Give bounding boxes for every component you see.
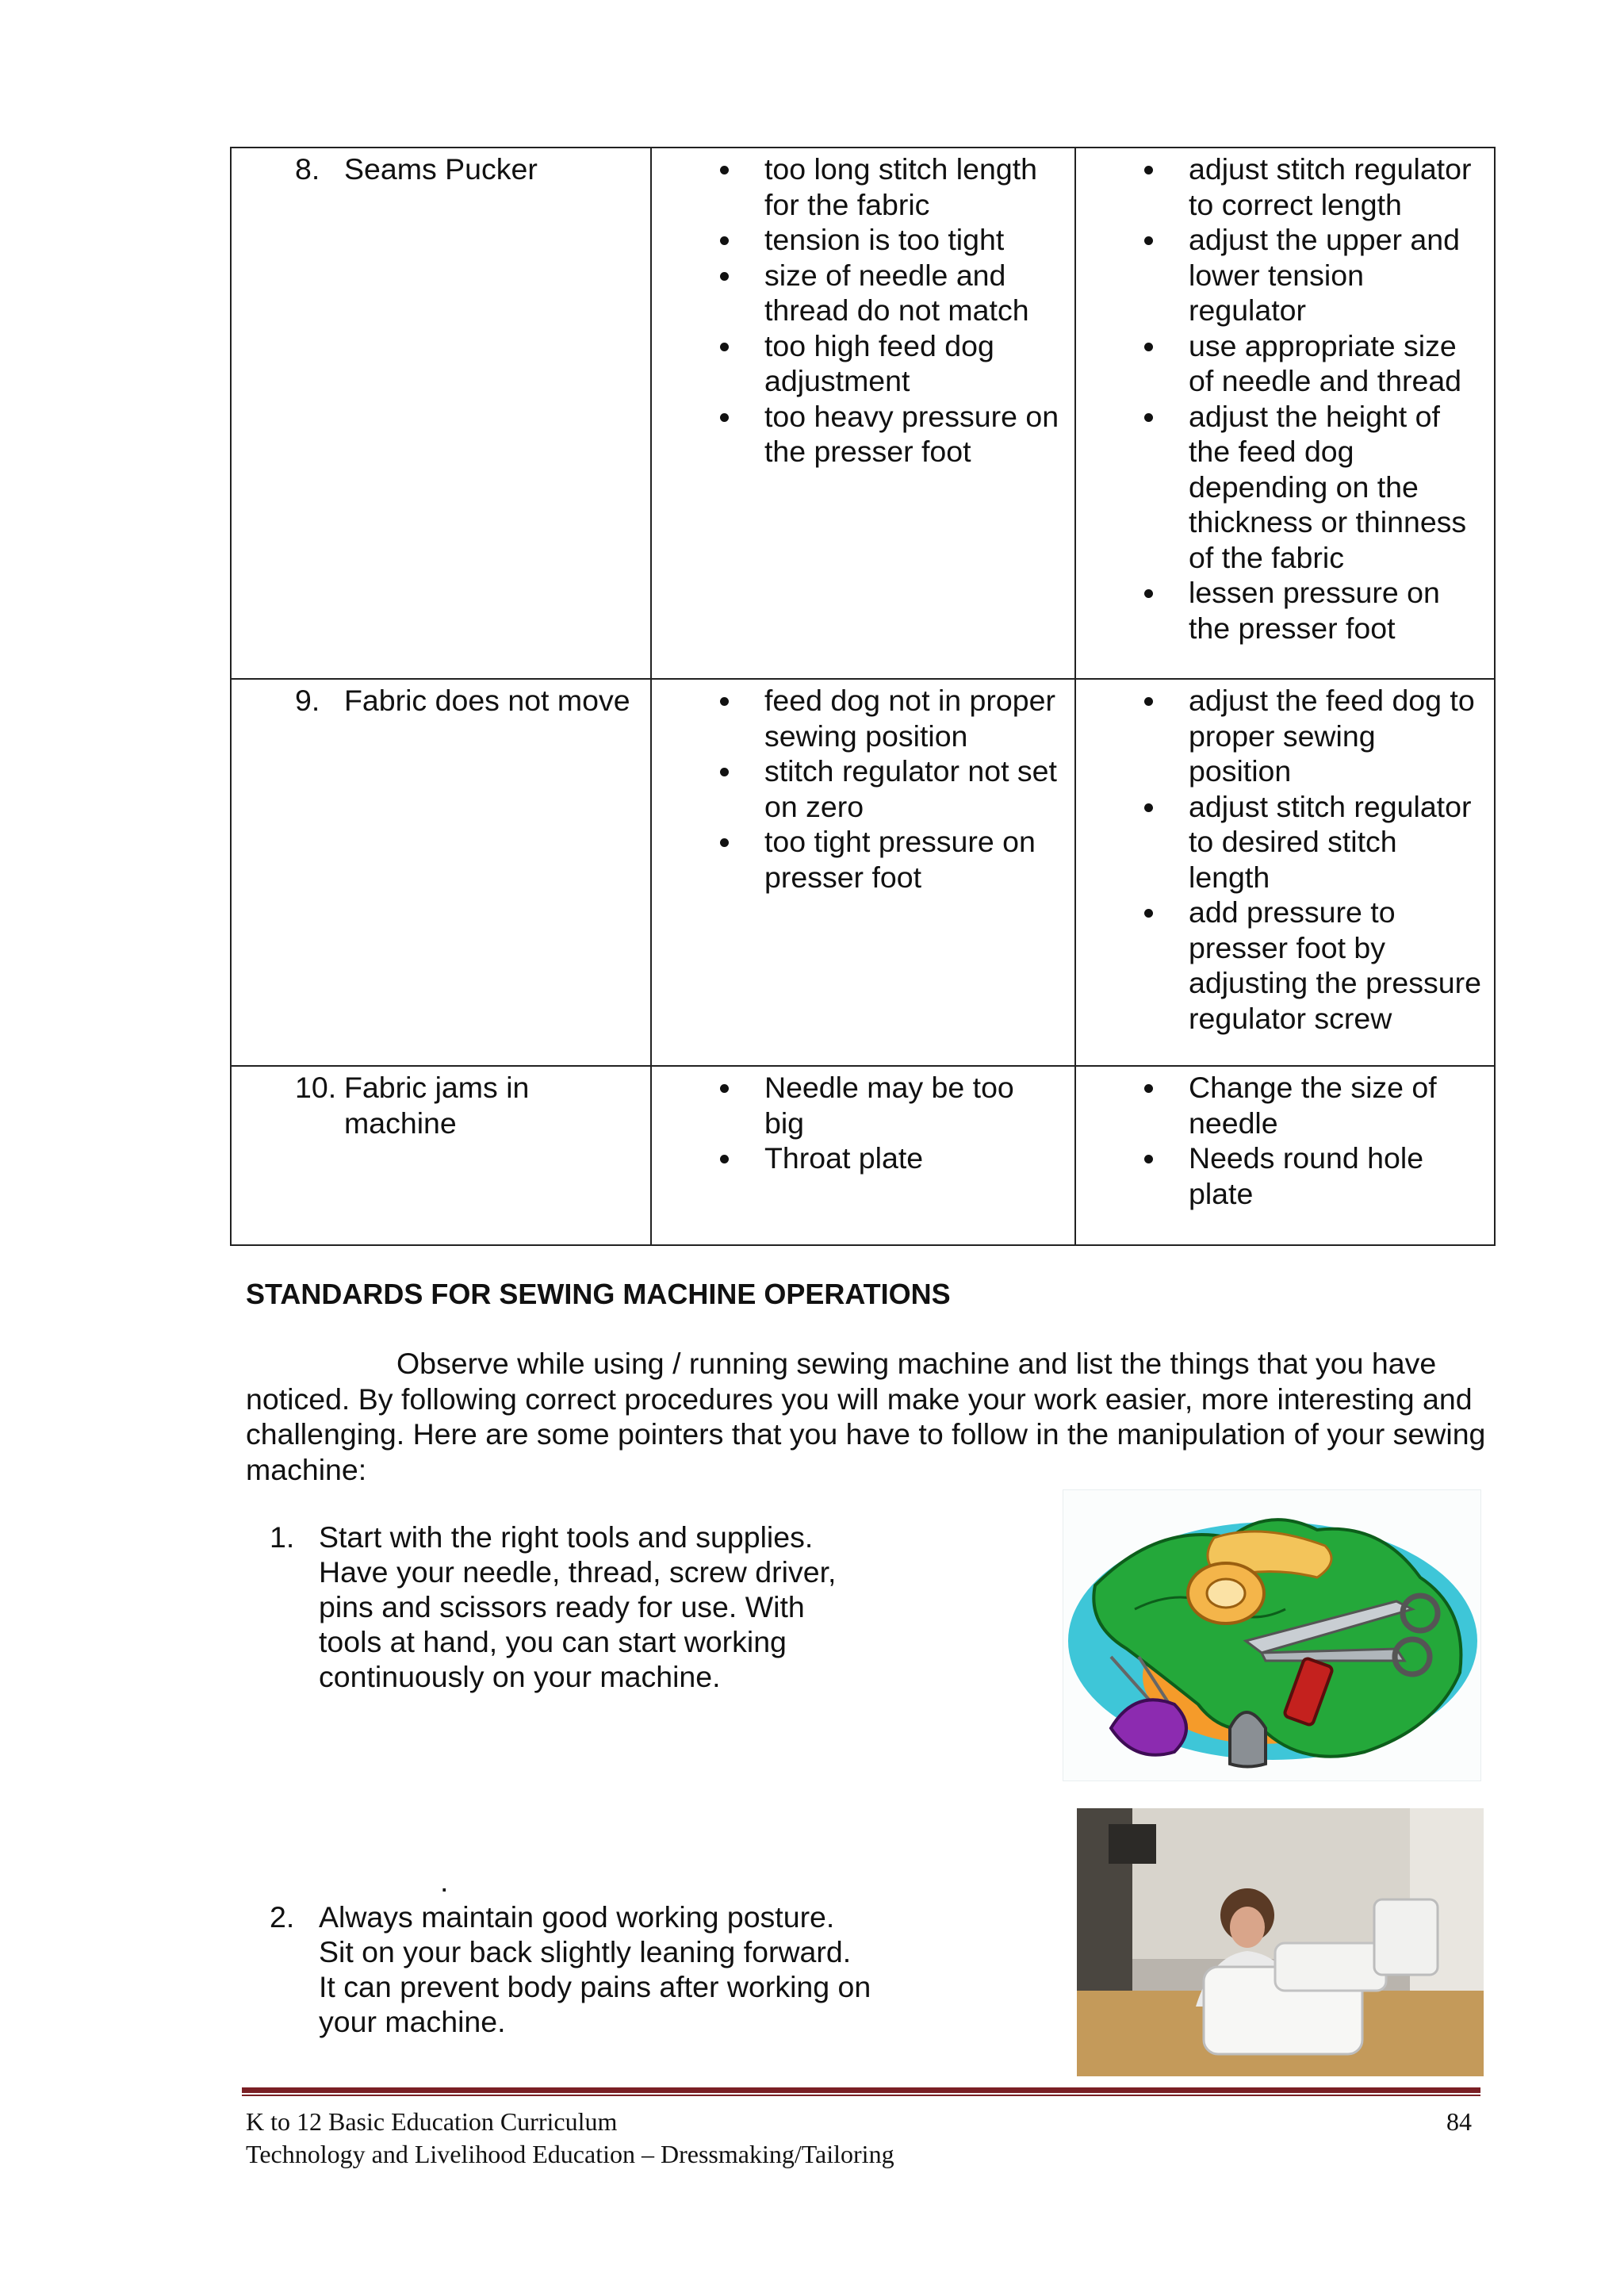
remedy-item: add pressure to presser foot by adjusting the pressure regulator screw — [1076, 895, 1494, 1036]
remedy-item: adjust the upper and lower tension regulator — [1076, 222, 1494, 328]
cause-item: too high feed dog adjustment — [652, 328, 1074, 399]
pointer-item — [270, 1520, 872, 1694]
footer-subject: Technology and Livelihood Education – Dressmaking/Tailoring — [246, 2140, 894, 2168]
problem-cell — [231, 679, 651, 1066]
sewing-posture-photo — [1077, 1808, 1484, 2076]
causes-cell — [651, 148, 1075, 679]
pointer-text: Start with the right tools and supplies. Have your needle, thread, screw driver, pins and scissors ready for use. With tools at hand, you can start working continuously on your machine. — [319, 1520, 837, 1693]
problem-text: Fabric does not move — [344, 684, 630, 717]
sewing-tools-illustration — [1063, 1489, 1481, 1781]
cause-item: too long stitch length for the fabric — [652, 151, 1074, 222]
problem-number: 9. — [295, 684, 320, 717]
cause-item: Throat plate — [652, 1140, 1074, 1176]
cause-item: stitch regulator not set on zero — [652, 753, 1074, 824]
table-row — [231, 679, 1495, 1066]
problem-number: 8. — [295, 152, 320, 186]
table-row — [231, 1066, 1495, 1245]
table-row — [231, 148, 1495, 679]
cause-item: Needle may be too big — [652, 1070, 1074, 1140]
remedy-item: adjust the feed dog to proper sewing position — [1076, 683, 1494, 789]
pointer-number: 2. — [270, 1900, 295, 1934]
problem-text: Fabric jams in machine — [344, 1071, 530, 1140]
problem-cell — [231, 148, 651, 679]
causes-cell — [651, 679, 1075, 1066]
cause-item: feed dog not in proper sewing position — [652, 683, 1074, 753]
stray-mark: . — [440, 1865, 449, 1898]
remedy-item: adjust stitch regulator to correct length — [1076, 151, 1494, 222]
pointer-number: 1. — [270, 1520, 295, 1554]
pointer-text: Always maintain good working posture. Sit on your back slightly leaning forward. It can prevent body pains after working on your machine. — [319, 1900, 871, 2038]
problem-number: 10. — [295, 1071, 337, 1104]
remedy-item: use appropriate size of needle and thread — [1076, 328, 1494, 399]
problem-cell — [231, 1066, 651, 1245]
cause-item: too tight pressure on presser foot — [652, 824, 1074, 895]
section-heading: STANDARDS FOR SEWING MACHINE OPERATIONS — [246, 1278, 951, 1310]
remedy-item: lessen pressure on the presser foot — [1076, 575, 1494, 646]
remedy-item: adjust stitch regulator to desired stitch length — [1076, 789, 1494, 895]
pointer-item — [270, 1899, 872, 2039]
remedies-cell — [1075, 148, 1495, 679]
cause-item: too heavy pressure on the presser foot — [652, 399, 1074, 470]
remedy-item: Needs round hole plate — [1076, 1140, 1494, 1211]
footer-curriculum: K to 12 Basic Education Curriculum — [246, 2107, 618, 2136]
remedies-cell — [1075, 679, 1495, 1066]
causes-cell — [651, 1066, 1075, 1245]
remedy-item: adjust the height of the feed dog depending on the thickness or thinness of the fabric — [1076, 399, 1494, 576]
troubleshooting-table — [230, 147, 1496, 1246]
page-number: 84 — [1446, 2107, 1472, 2136]
problem-text: Seams Pucker — [344, 152, 538, 186]
remedy-item: Change the size of needle — [1076, 1070, 1494, 1140]
cause-item: size of needle and thread do not match — [652, 258, 1074, 328]
footer-rule — [242, 2087, 1480, 2097]
intro-paragraph: Observe while using / running sewing machine and list the things that you have noticed. By following correct procedures you will make your work easier, more interesting and challenging. Here are some pointers that you have to follow in the manipulation of your sewing machine: — [246, 1347, 1486, 1486]
cause-item: tension is too tight — [652, 222, 1074, 258]
remedies-cell — [1075, 1066, 1495, 1245]
